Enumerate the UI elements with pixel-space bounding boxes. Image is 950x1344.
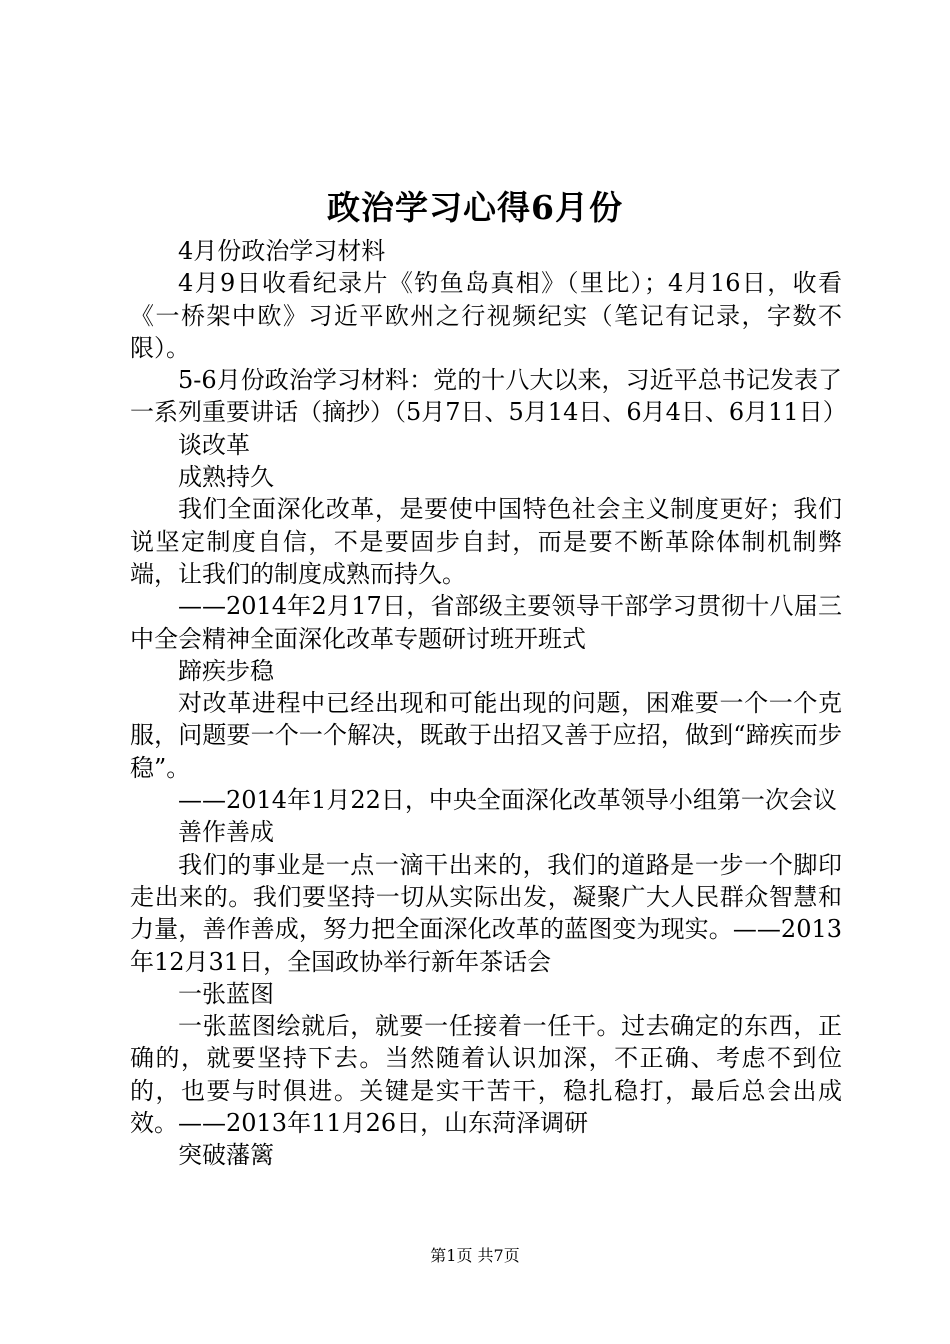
- section-heading: 谈改革: [178, 430, 250, 459]
- paragraph: 4月份政治学习材料: [178, 237, 386, 265]
- document-title: 政治学习心得6月份: [327, 188, 623, 227]
- paragraph: 对改革进程中已经出现和可能出现的问题，困难要一个一个克服，问题要一个一个解决，既敢于出招又善于应招，做到“蹄疾而步稳”。: [130, 689, 842, 782]
- subheading: 成熟持久: [178, 463, 274, 492]
- paragraph: 4月9日收看纪录片《钓鱼岛真相》（里比）；4月16日，收看《一桥架中欧》习近平欧州之行视频纪实（笔记有记录，字数不限）。: [130, 269, 842, 362]
- citation: ——2014年2月17日，省部级主要领导干部学习贯彻十八届三中全会精神全面深化改革专题研讨班开班式: [130, 592, 842, 653]
- subheading: 一张蓝图: [178, 979, 274, 1008]
- paragraph: 一张蓝图绘就后，就要一任接着一任干。过去确定的东西，正确的，就要坚持下去。当然随着认识加深，不正确、考虑不到位的，也要与时俱进。关键是实干苦干，稳扎稳打，最后总会出成效。——2013年11月26日，山东菏泽调研: [130, 1012, 842, 1138]
- paragraph: 我们全面深化改革，是要使中国特色社会主义制度更好；我们说坚定制度自信，不是要固步自封，而是要不断革除体制机制弊端，让我们的制度成熟而持久。: [130, 495, 842, 588]
- document-body: [130, 235, 847, 1172]
- subheading: 突破藩篱: [178, 1141, 274, 1170]
- paragraph: 我们的事业是一点一滴干出来的，我们的道路是一步一个脚印走出来的。我们要坚持一切从实际出发，凝聚广大人民群众智慧和力量，善作善成，努力把全面深化改革的蓝图变为现实。——2013年12月31日，全国政协举行新年茶话会: [130, 850, 842, 976]
- paragraph: 5-6月份政治学习材料：党的十八大以来，习近平总书记发表了一系列重要讲话（摘抄）（5月7日、5月14日、6月4日、6月11日）: [130, 366, 847, 427]
- page-footer: 第1页 共7页: [430, 1246, 520, 1265]
- subheading: 蹄疾步稳: [178, 656, 274, 685]
- citation: ——2014年1月22日，中央全面深化改革领导小组第一次会议: [178, 786, 837, 815]
- subheading: 善作善成: [178, 818, 274, 847]
